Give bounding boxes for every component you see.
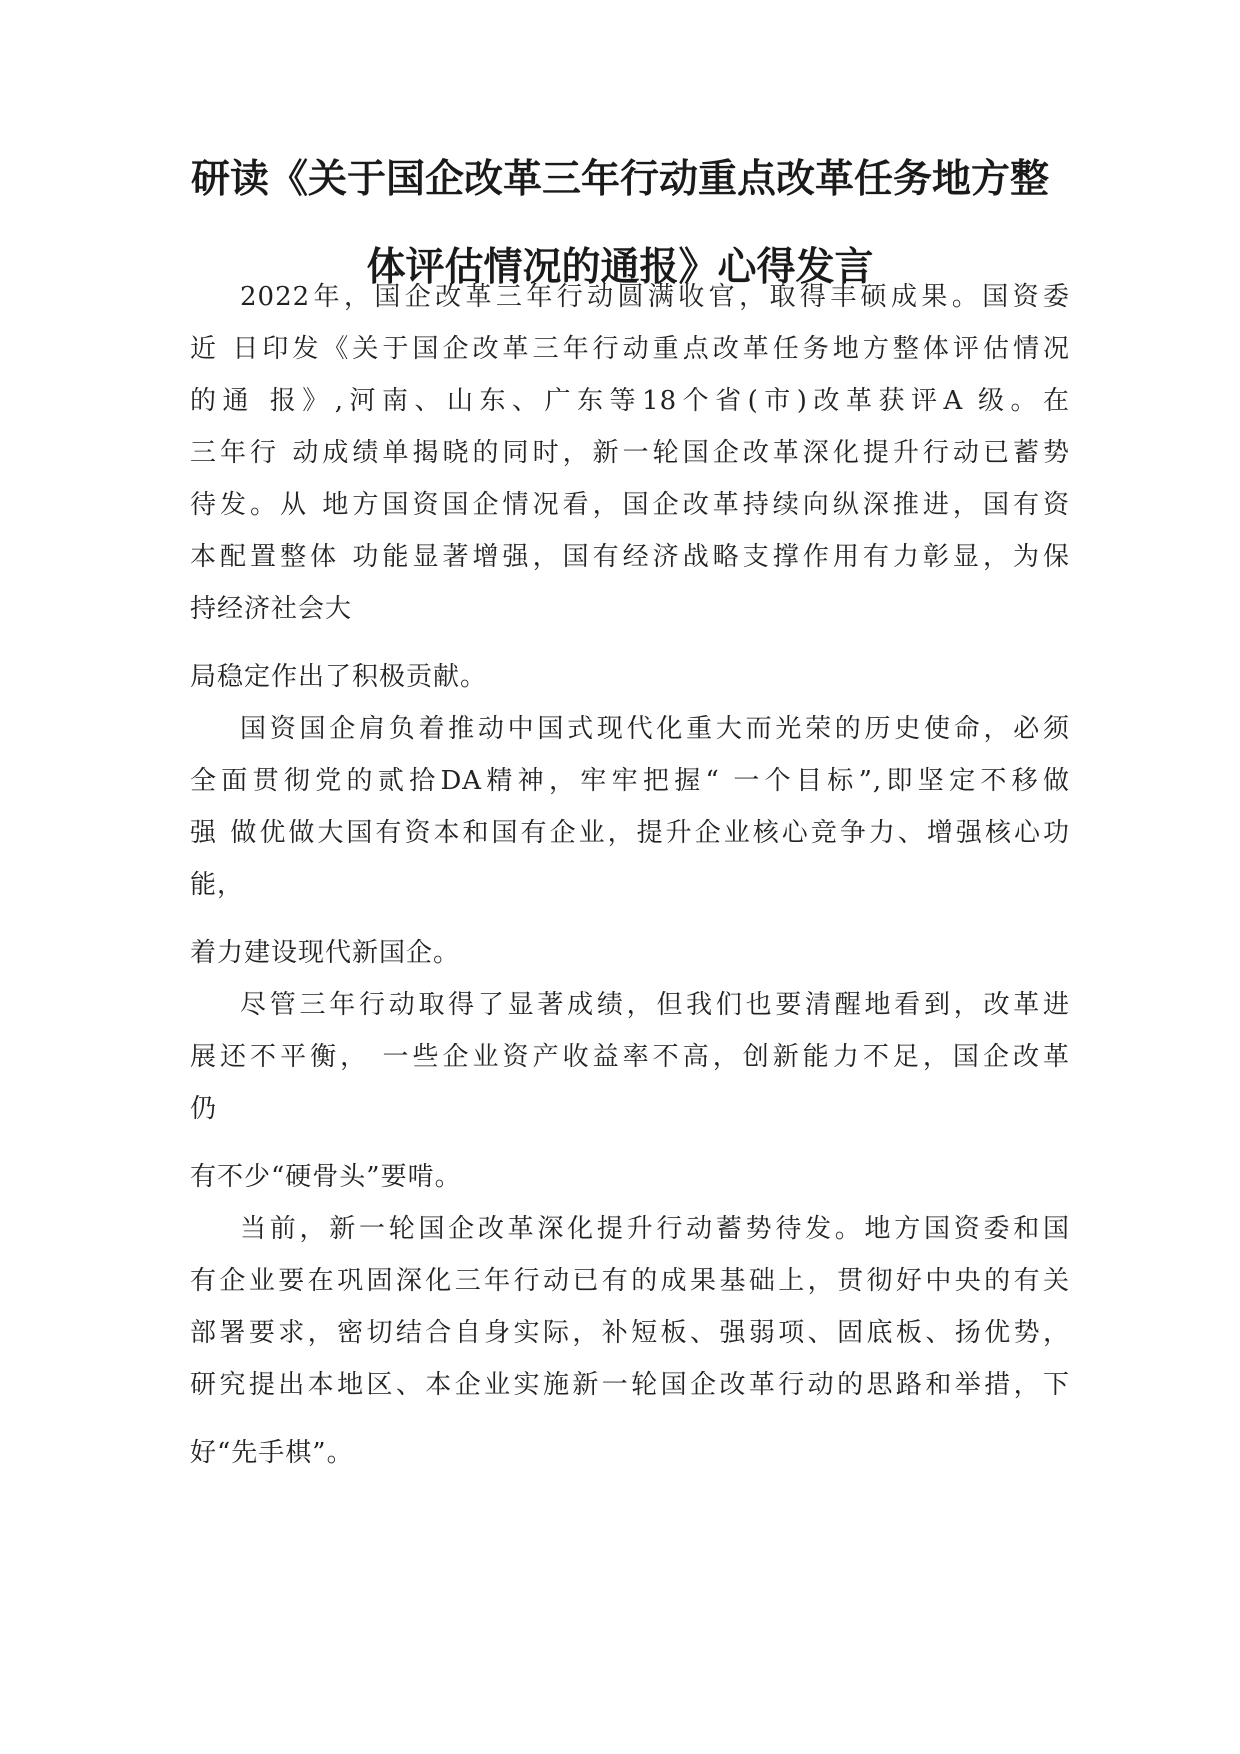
body-line: 三年行 动成绩单揭晓的同时，新一轮国企改革深化提升行动已蓄势 — [190, 438, 1070, 468]
body-line: 部署要求，密切结合自身实际，补短板、强弱项、固底板、扬优势， — [190, 1318, 1070, 1348]
body-line: 2022年，国企改革三年行动圆满收官，取得丰硕成果。国资委 — [240, 282, 1070, 312]
body-line: 研究提出本地区、本企业实施新一轮国企改革行动的思路和举措，下 — [190, 1370, 1070, 1400]
body-line: 局稳定作出了积极贡献。 — [190, 662, 488, 692]
document-title-line-2: 体评估情况的通报》心得发言 — [366, 245, 874, 290]
body-line: 能， — [190, 870, 245, 900]
body-line: 有不少“硬骨头”要啃。 — [190, 1162, 462, 1192]
body-line: 本配置整体 功能显著增强，国有经济战略支撑作用有力彰显，为保 — [190, 542, 1070, 572]
body-line: 有企业要在巩固深化三年行动已有的成果基础上，贯彻好中央的有关 — [190, 1266, 1070, 1296]
body-line: 待发。从 地方国资国企情况看，国企改革持续向纵深推进，国有资 — [190, 490, 1070, 520]
body-line: 的通 报》,河南、山东、广东等18个省(市)改革获评A 级。在 — [190, 386, 1070, 416]
body-line: 展还不平衡， 一些企业资产收益率不高，创新能力不足，国企改革 — [190, 1042, 1070, 1072]
body-line: 好“先手棋”。 — [190, 1438, 354, 1468]
body-line: 持经济社会大 — [190, 594, 353, 624]
body-line: 国资国企肩负着推动中国式现代化重大而光荣的历史使命，必须 — [240, 714, 1070, 744]
body-line: 近 日印发《关于国企改革三年行动重点改革任务地方整体评估情况 — [190, 334, 1070, 364]
document-title-line-1: 研读《关于国企改革三年行动重点改革任务地方整 — [190, 157, 1049, 202]
body-line: 仍 — [190, 1094, 218, 1124]
body-line: 全面贯彻党的贰拾DA精神，牢牢把握“ 一个目标”,即坚定不移做 — [190, 766, 1070, 796]
body-line: 强 做优做大国有资本和国有企业，提升企业核心竞争力、增强核心功 — [190, 818, 1070, 848]
body-line: 着力建设现代新国企。 — [190, 938, 461, 968]
body-line: 当前，新一轮国企改革深化提升行动蓄势待发。地方国资委和国 — [240, 1214, 1070, 1244]
body-line: 尽管三年行动取得了显著成绩，但我们也要清醒地看到，改革进 — [240, 990, 1070, 1020]
